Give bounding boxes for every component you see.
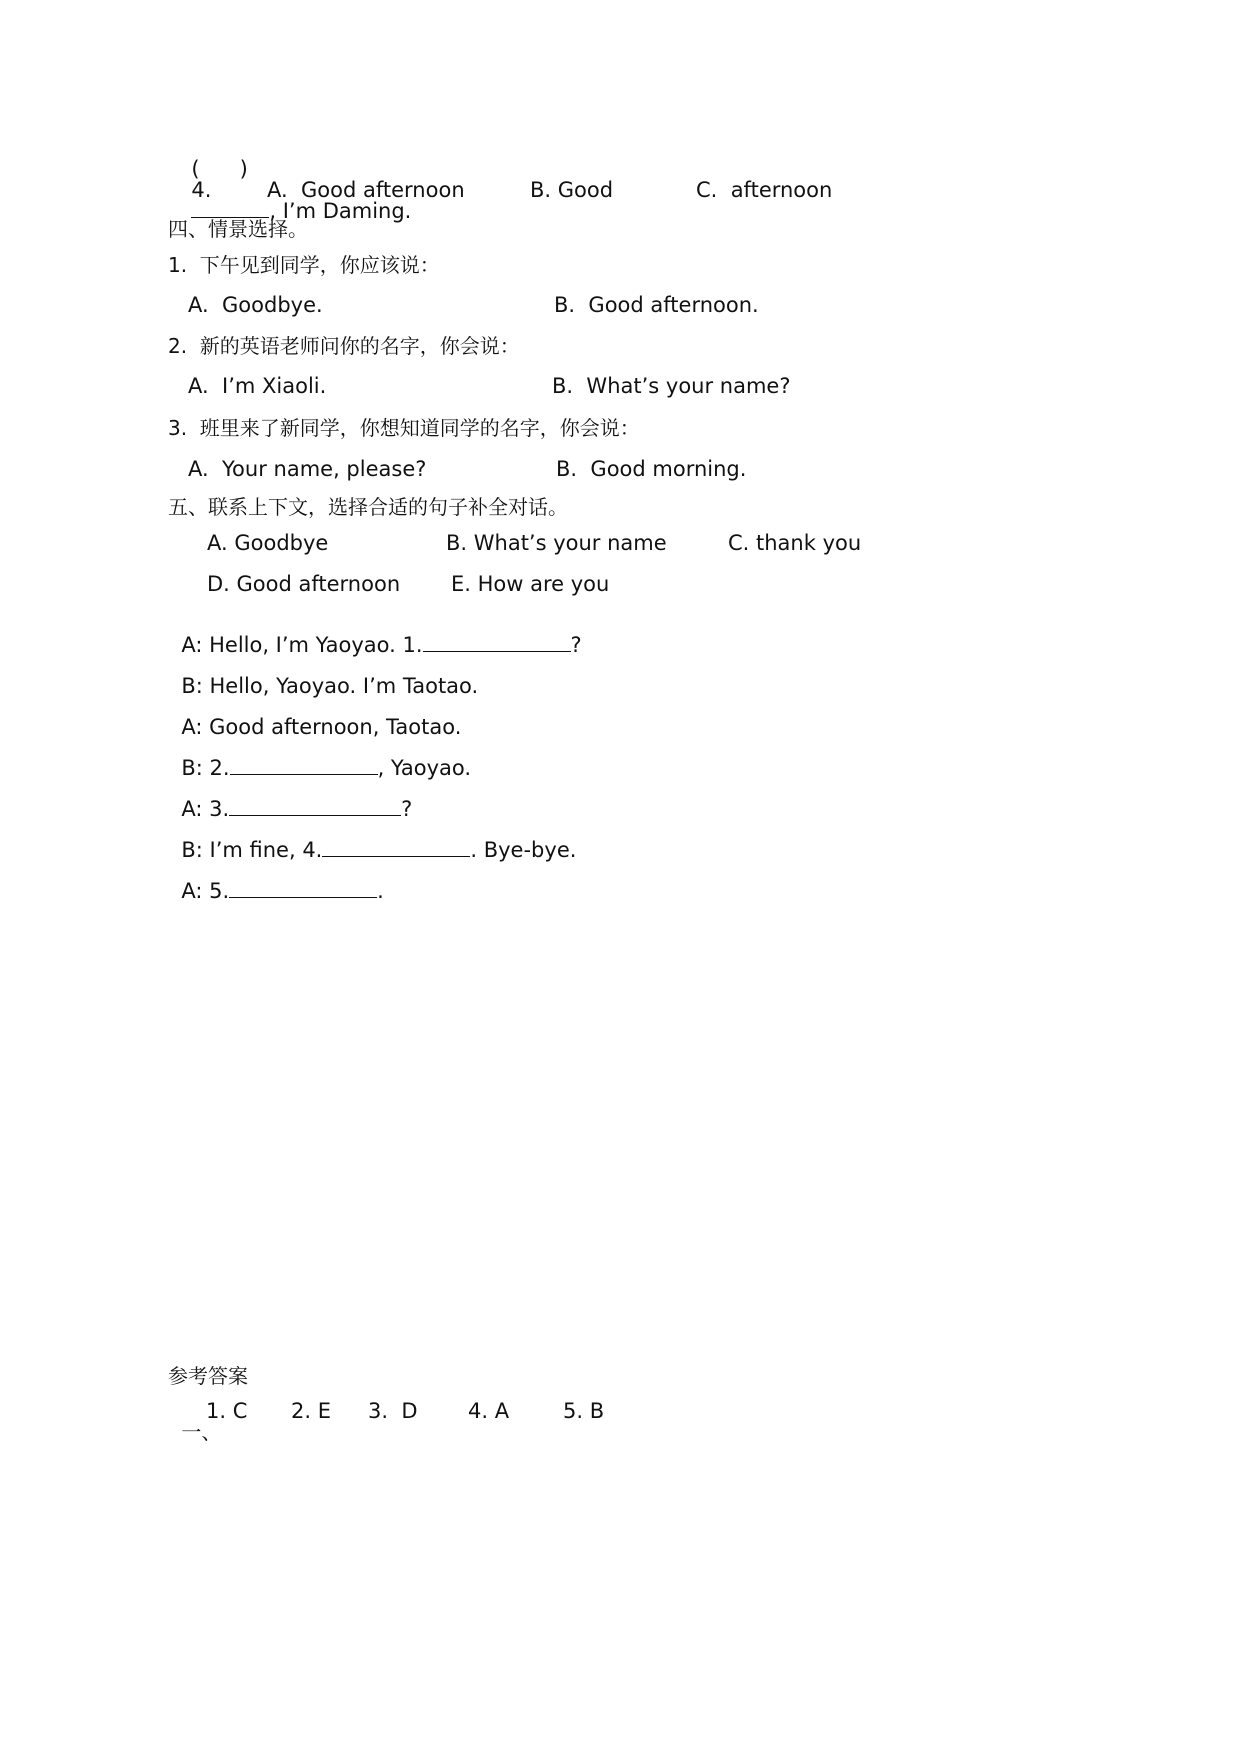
dialogue-text: ? xyxy=(570,633,582,657)
q4-option-b: B. Good xyxy=(530,178,614,202)
section5-option-d: D. Good afternoon xyxy=(207,572,401,596)
section5-option-e: E. How are you xyxy=(451,572,610,596)
section4-title: 四、情景选择。 xyxy=(168,217,308,241)
answer-3: 3. D xyxy=(368,1399,418,1423)
section4-q2-option-b: B. What’s your name? xyxy=(552,374,791,398)
answers-title: 参考答案 xyxy=(168,1364,248,1388)
dialogue-line-2 xyxy=(168,655,478,697)
dialogue-line-6 xyxy=(168,819,576,861)
section4-q3: 3. 班里来了新同学，你想知道同学的名字，你会说： xyxy=(168,416,640,440)
section4-q1-option-a: A. Goodbye. xyxy=(188,293,323,317)
dialogue-text: A: Good afternoon, Taotao. xyxy=(181,715,462,739)
question-text: , I’m Daming. xyxy=(269,199,412,223)
section4-q2: 2. 新的英语老师问你的名字，你会说： xyxy=(168,334,520,358)
answer-1: 1. C xyxy=(206,1399,248,1423)
section4-q1: 1. 下午见到同学，你应该说： xyxy=(168,253,440,277)
dialogue-text: A: 5. xyxy=(181,879,230,903)
answer-blank-4 xyxy=(322,855,470,857)
answer-2: 2. E xyxy=(291,1399,331,1423)
paren-close: ) xyxy=(239,157,248,181)
answer-blank-1 xyxy=(423,650,571,652)
section4-q1-option-b: B. Good afternoon. xyxy=(554,293,759,317)
q4-option-a: A. Good afternoon xyxy=(267,178,465,202)
paren-open: ( xyxy=(191,157,200,181)
section5-title: 五、联系上下文，选择合适的句子补全对话。 xyxy=(168,495,568,519)
answer-blank-3 xyxy=(229,814,401,816)
dialogue-line-1 xyxy=(168,614,582,656)
section5-option-a: A. Goodbye xyxy=(207,531,329,555)
dialogue-line-7 xyxy=(168,860,384,902)
section4-q3-option-b: B. Good morning. xyxy=(556,457,747,481)
section5-option-b: B. What’s your name xyxy=(446,531,667,555)
section4-q3-option-a: A. Your name, please? xyxy=(188,457,427,481)
dialogue-text: . xyxy=(377,879,384,903)
answer-blank-5 xyxy=(229,896,377,898)
section5-option-c: C. thank you xyxy=(728,531,862,555)
dialogue-line-4 xyxy=(168,737,471,779)
dialogue-line-3 xyxy=(168,696,461,738)
answers-prefix: 一、 xyxy=(181,1420,222,1444)
dialogue-line-5 xyxy=(168,778,412,820)
question-number: 4. xyxy=(191,178,212,202)
section4-q2-option-a: A. I’m Xiaoli. xyxy=(188,374,327,398)
dialogue-text: . Bye-bye. xyxy=(470,838,577,862)
answer-blank-2 xyxy=(230,773,378,775)
dialogue-text: ? xyxy=(401,797,413,821)
q4-option-c: C. afternoon xyxy=(696,178,833,202)
dialogue-text: B: Hello, Yaoyao. I’m Taotao. xyxy=(181,674,479,698)
dialogue-text: , Yaoyao. xyxy=(377,756,472,780)
dialogue-text: A: 3. xyxy=(181,797,230,821)
dialogue-text: B: I’m fine, 4. xyxy=(181,838,323,862)
answer-4: 4. A xyxy=(468,1399,510,1423)
dialogue-text: B: 2. xyxy=(181,756,230,780)
answer-5: 5. B xyxy=(563,1399,605,1423)
dialogue-text: A: Hello, I’m Yaoyao. 1. xyxy=(181,633,423,657)
